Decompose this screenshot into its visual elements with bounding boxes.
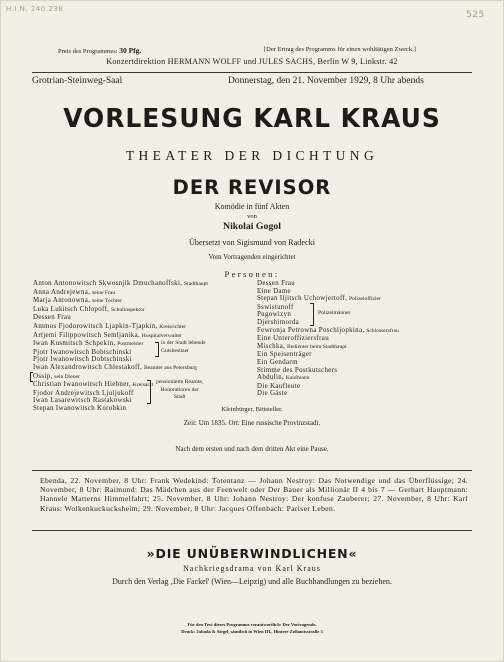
landowners-note: in der Stadt lebende Gutsbesitzer [161,340,206,354]
cast-row: Christian Iwanowitsch Hiebner, Kreisarzt [33,381,154,389]
management-line: Konzertdirektion HERMANN WOLFF und JULES SACHS, Berlin W 9, Linkstr. 42 [106,57,398,66]
police-brace [310,303,314,326]
cast-row: Marja Antonowna, seine Tochter [33,297,122,305]
intermission: Nach dem ersten und nach dem dritten Akt eine Pause. [175,445,329,453]
cast-row: Ein Gendarm [257,358,298,366]
promo-rule [32,530,472,531]
cast-row: Pugowizyn [257,311,292,319]
page-number: 525 [466,10,485,20]
cast-row: Sswistunoff [257,303,294,311]
cast-row: Anton Antonowitsch Skwosnjik Dmuchanoffski, Stadthaupt [33,280,208,287]
cast-row: Pjotr Iwanowitsch Dobtschinski [33,356,132,364]
extras: Kleinbürger, Bittsteller. [221,406,283,413]
upcoming-events: Ebenda, 22. November, 8 Uhr: Frank Wedekind: Totentanz — Johann Nestroy: Das Notwendige und das Überflüssige; 24. November, 8 Uhr: Raimund: Das Mädchen aus der Feenwelt oder Der Bauer als Millionär II 4 bis 7 — Gerhart Hauptmann: Hannele Matterns Himmelfahrt; 25. November, 8 Uhr: Johann Nestroy: Der konfuse Zauberer; 27. November, 8 Uhr: Karl Kraus: Wolkenkuckucksheim; 29. November, 8 Uhr: Jacques Offenbach: Pariser Leben. [40,476,468,513]
cast-row: Iwan Alexandrowitsch Chlestakoff, Beamter aus Petersburg [33,363,197,371]
event-subtitle: THEATER DER DICHTUNG [125,148,379,163]
hiebner-bracket [30,372,33,382]
cast-row: Ein Speisenträger [257,351,312,359]
retired-brace [147,380,151,404]
promo-publisher: Durch den Verlag ‚Die Fackel' (Wien—Leipzig) und alle Buchhandlungen zu beziehen. [112,577,392,586]
cast-row: Ossip, sein Diener [33,372,80,380]
time-place: Zeit: Um 1835. Ort: Eine russische Provinzstadt. [183,419,321,427]
cast-row: Anna Andrejewna, seine Frau [33,288,116,296]
play-by: von [247,213,257,220]
footer-printer: Druck: Jahoda & Siegel, sämtlich in Wien III., Hintere Zollamtsstraße 3 [181,629,323,634]
cast-row: Iwan Lasarewitsch Rastakowski [33,397,132,405]
event-title: VORLESUNG KARL KRAUS [63,104,441,134]
retired-note: pensionierte Beamte, Honoratioren der Stadt [156,379,204,401]
promo-title: »DIE UNÜBERWINDLICHEN« [146,546,358,561]
cast-heading: Personen: [224,269,280,279]
play-genre: Komödie in fünf Akten [214,202,290,211]
cast-row: Iwan Kusmitsch Schpekin, Postmeister [33,340,144,348]
cast-row: Die Kaufleute [257,382,301,390]
cast-row: Dessen Frau [33,314,72,322]
cast-row: Die Gäste [257,390,288,398]
footer-responsible: Für den Text dieses Programms verantwortlich: Der Vortragende. [187,622,317,627]
police-note: Polizeimänner [318,310,351,316]
cast-row: Dessen Frau [257,280,296,287]
cast-row: Stepan Iljitsch Uchowjertoff, Polizeioffizier [257,295,381,303]
cast-row: Pjotr Iwanowitsch Bobtschinski [33,348,132,356]
play-author: Nikolai Gogol [223,221,281,232]
venue: Grotrian-Steinweg-Saal [32,76,123,86]
cast-row: Djershimorda [257,318,300,326]
event-date: Donnerstag, den 21. November 1929, 8 Uhr abends [228,76,424,86]
promo-subtitle: Nachkriegsdrama von Karl Kraus [183,564,321,573]
cast-row: Artjemi Filippowitsch Semljanika, Hospitalverwalter [33,331,182,339]
cast-row: Ammos Fjodorowitsch Ljapkin-Tjapkin, Kreisrichter [33,322,187,330]
price-value: 30 Pfg. [119,46,142,55]
archive-mark: H.I.N. 240.238 [6,5,64,13]
play-translation: Übersetzt von Sigismund von Radecki [189,238,315,247]
price-label: Preis des Programmes: [58,48,118,55]
header-rule [32,72,472,73]
landowners-brace [155,342,159,357]
price-line [58,46,141,55]
cast-row: Eine Unteroffiziersfrau [257,335,330,343]
cast-row: Stepan Iwanowitsch Korobkin [33,404,127,412]
play-title: DER REVISOR [172,176,332,199]
play-arrangement: Vom Vortragenden eingerichtet [208,253,296,261]
middle-rule [32,470,472,471]
cast-row: Abdulin, Kaufmann [257,374,310,382]
cast-row: Eine Dame [257,287,291,295]
cast-row: Mischka, Bedienter beim Stadthaupt [257,342,347,350]
cast-list-right [257,280,399,398]
cast-row: Luka Lukitsch Chlopoff, Schulinspektor [33,305,145,313]
cast-row: Fewronja Petrowna Poschljopkina, Schlossersfrau [257,326,399,334]
cast-row: Stimme des Postkutschers [257,366,338,374]
cast-row: Fjodor Andrejewitsch Ljuljukoff [33,389,134,397]
proceeds-note: [Der Ertrag des Programms für einen wohltätigen Zweck.] [264,46,416,53]
